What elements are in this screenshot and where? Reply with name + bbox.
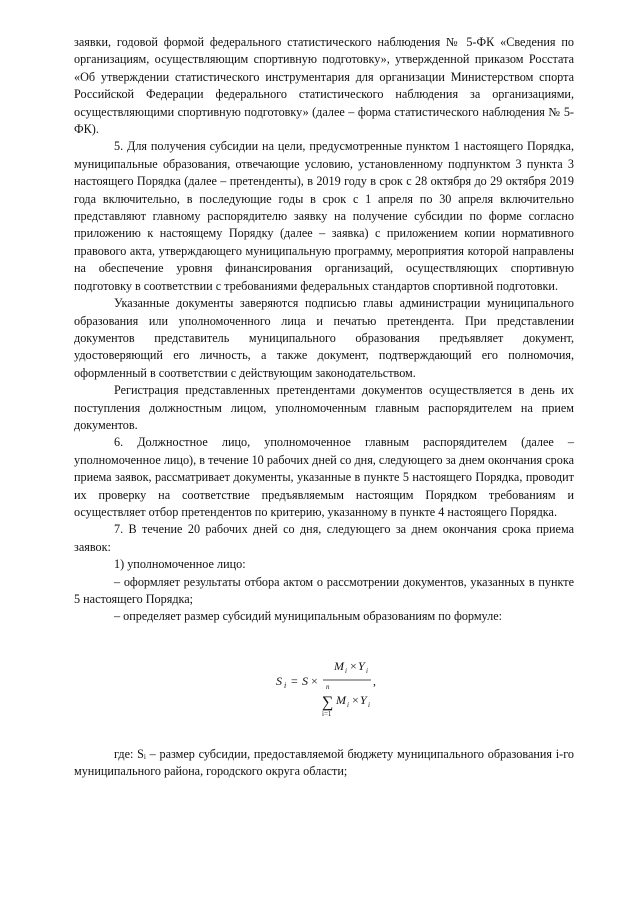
formula-s: S [302, 673, 308, 688]
formula-num-y: Y [358, 658, 365, 673]
formula-sum-upper: n [326, 682, 330, 691]
formula-num-m: M [334, 658, 344, 673]
formula-den-y-sub: i [368, 700, 370, 709]
paragraph-subitem-1: 1) уполномоченное лицо: [114, 557, 246, 572]
formula-num-times: × [350, 658, 357, 673]
paragraph-dash-results: – оформляет результаты отбора актом о рассмотрении документов, указанных в пункте 5 настоящего Порядка; [74, 574, 574, 606]
paragraph-item-7: 7. В течение 20 рабочих дней со дня, следующего за днем окончания срока приема заявок: [74, 522, 574, 554]
formula-times: × [311, 673, 318, 688]
subsidy-formula [74, 650, 574, 722]
paragraph-documents-certified: Указанные документы заверяются подписью главы администрации муниципального образования или уполномоченного лица и печатью претендента. При представлении документов представитель муниципального образования предъявляет документ, удостоверяющий его личность, а также документ, подтверждающий его полномочия, оформленный в соответствии с действующим законодательством. [74, 296, 574, 380]
paragraph-item-5: 5. Для получения субсидии на цели, предусмотренные пунктом 1 настоящего Порядка, муниципальные образования, отвечающие условию, установленному подпунктом 3 пункта 3 настоящего Порядка (далее – претенденты), в 2019 году в срок с 28 октября до 29 октября 2019 года включительно, в последующие годы в срок с 1 апреля по 30 апреля включительно представляют главному распорядителю заявку на получение субсидии по форме согласно приложению к настоящему Порядку (далее – заявка) с приложением копии нормативного правового акта, утверждающего муниципальную программу, мероприятия которой направлены на обеспечение уровня финансирования организаций, осуществляющих спортивную подготовку в соответствии с требованиями федеральных стандартов спортивной подготовки. [74, 139, 574, 293]
paragraph-dash-formula: – определяет размер субсидий муниципальным образованиям по формуле: [114, 609, 502, 624]
paragraph-form-5fk: заявки, годовой формой федерального статистического наблюдения № 5-ФК «Сведения по организациям, осуществляющим спортивную подготовку», утвержденной приказом Росстата «Об утверждении статистического инструментария для организации Министерством спорта Российской Федерации федерального статистического наблюдения за организациями, осуществляющими спортивную подготовку» (далее – форма статистического наблюдения № 5-ФК). [74, 35, 574, 137]
formula-den-m: M [336, 692, 346, 707]
formula-svg [276, 650, 396, 722]
formula-den-times: × [352, 692, 359, 707]
formula-num-m-sub: i [345, 666, 347, 675]
paragraph-registration: Регистрация представленных претендентами документов осуществляется в день их поступления должностным лицом, уполномоченным главным распорядителем на прием документов. [74, 383, 574, 432]
formula-den-y: Y [360, 692, 367, 707]
formula-sum-lower: i=1 [322, 709, 332, 718]
paragraph-where-si: где: Sᵢ – размер субсидии, предоставляемой бюджету муниципального образования i-го муниципального района, городского округа области; [74, 746, 574, 779]
formula-comma: , [373, 673, 376, 688]
formula-eq: = [291, 673, 298, 688]
paragraph-item-6: 6. Должностное лицо, уполномоченное главным распорядителем (далее – уполномоченное лицо), в течение 10 рабочих дней со дня, следующего за днем окончания срока приема заявок, рассматривает документы, указанные в пункте 5 настоящего Порядка, проводит их проверку на соответствие предъявляемым настоящим Порядком требованиям и осуществляет отбор претендентов по критерию, указанному в пункте 4 настоящего Порядка. [74, 435, 574, 519]
formula-num-y-sub: i [366, 666, 368, 675]
document-page [74, 34, 574, 781]
formula-sigma: ∑ [322, 693, 334, 711]
formula-lhs-sub: i [284, 680, 287, 690]
formula-den-m-sub: i [347, 700, 349, 709]
formula-lhs: S [276, 673, 282, 688]
spacer [74, 722, 574, 746]
